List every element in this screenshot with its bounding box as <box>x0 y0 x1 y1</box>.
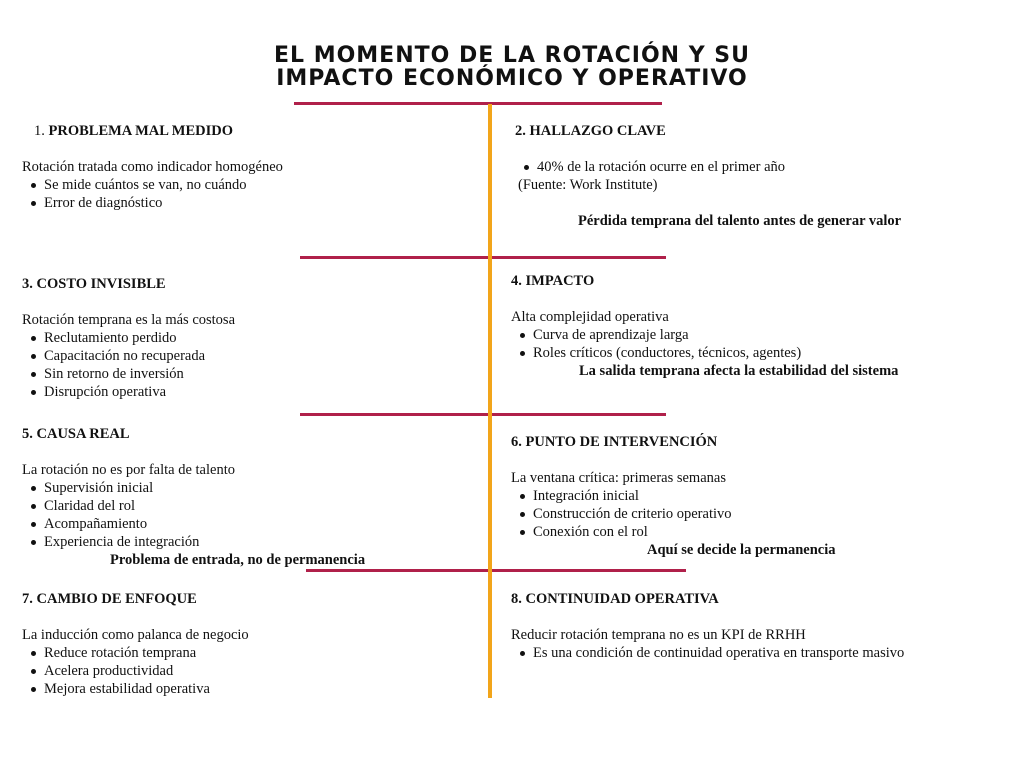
bullet-list <box>22 479 235 551</box>
list-item: Claridad del rol <box>22 497 235 515</box>
section-title: 7. CAMBIO DE ENFOQUE <box>22 591 197 607</box>
section-title-text: PROBLEMA MAL MEDIDO <box>48 123 233 139</box>
section-intro: Rotación temprana es la más costosa <box>22 312 236 328</box>
list-item: Conexión con el rol <box>511 523 732 541</box>
page-title <box>0 44 1024 90</box>
section-punto-de-intervencion <box>511 433 732 541</box>
source-citation: (Fuente: Work Institute) <box>518 177 658 193</box>
list-item: Roles críticos (conductores, técnicos, agentes) <box>511 344 801 362</box>
accent-line-row3 <box>300 413 666 416</box>
section-causa-real <box>22 425 235 551</box>
bullet-list <box>511 644 904 662</box>
section-title: 3. COSTO INVISIBLE <box>22 276 166 292</box>
section-continuidad-operativa <box>511 590 904 662</box>
list-item: Error de diagnóstico <box>22 194 283 212</box>
key-note: La salida temprana afecta la estabilidad del sistema <box>579 363 899 379</box>
list-item: Curva de aprendizaje larga <box>511 326 801 344</box>
bullet-list <box>511 326 801 362</box>
list-item: Construcción de criterio operativo <box>511 505 732 523</box>
section-intro: Alta complejidad operativa <box>511 309 669 325</box>
section-cambio-de-enfoque <box>22 590 249 698</box>
bullet-list <box>511 487 732 541</box>
bullet-list <box>22 329 235 401</box>
list-item: Es una condición de continuidad operativa en transporte masivo <box>511 644 904 662</box>
title-line-2: IMPACTO ECONÓMICO Y OPERATIVO <box>276 66 748 91</box>
accent-line-top <box>294 102 662 105</box>
section-costo-invisible <box>22 275 235 401</box>
bullet-list <box>22 176 283 212</box>
list-item: 40% de la rotación ocurre en el primer año <box>515 158 785 176</box>
accent-line-row2 <box>300 256 666 259</box>
section-impacto <box>511 272 801 362</box>
list-item: Integración inicial <box>511 487 732 505</box>
list-item: Sin retorno de inversión <box>22 365 235 383</box>
bullet-list <box>22 644 249 698</box>
section-title: 4. IMPACTO <box>511 273 595 289</box>
list-item: Acompañamiento <box>22 515 235 533</box>
section-title: 2. HALLAZGO CLAVE <box>515 123 666 139</box>
section-intro: La inducción como palanca de negocio <box>22 627 249 643</box>
list-item: Se mide cuántos se van, no cuándo <box>22 176 283 194</box>
section-title: 8. CONTINUIDAD OPERATIVA <box>511 591 719 607</box>
bullet-list <box>515 158 785 176</box>
section-intro: Rotación tratada como indicador homogéneo <box>22 159 283 175</box>
section-hallazgo-clave <box>515 122 785 194</box>
key-note: Problema de entrada, no de permanencia <box>110 552 366 568</box>
section-title: 6. PUNTO DE INTERVENCIÓN <box>511 434 718 450</box>
list-item: Reduce rotación temprana <box>22 644 249 662</box>
list-item: Experiencia de integración <box>22 533 235 551</box>
list-item: Acelera productividad <box>22 662 249 680</box>
section-intro: La ventana crítica: primeras semanas <box>511 470 726 486</box>
list-item: Capacitación no recuperada <box>22 347 235 365</box>
center-divider <box>488 104 492 698</box>
title-line-1: EL MOMENTO DE LA ROTACIÓN Y SU <box>273 43 751 68</box>
section-intro: La rotación no es por falta de talento <box>22 462 235 478</box>
key-note: Aquí se decide la permanencia <box>647 542 836 558</box>
list-item: Mejora estabilidad operativa <box>22 680 249 698</box>
section-intro: Reducir rotación temprana no es un KPI de RRHH <box>511 627 806 643</box>
section-problema-mal-medido <box>22 122 283 212</box>
section-title: 5. CAUSA REAL <box>22 426 130 442</box>
section-number: 1. <box>34 123 45 139</box>
list-item: Reclutamiento perdido <box>22 329 235 347</box>
section-title <box>22 122 283 140</box>
accent-line-row4 <box>306 569 686 572</box>
key-note: Pérdida temprana del talento antes de generar valor <box>578 213 902 229</box>
list-item: Disrupción operativa <box>22 383 235 401</box>
list-item: Supervisión inicial <box>22 479 235 497</box>
